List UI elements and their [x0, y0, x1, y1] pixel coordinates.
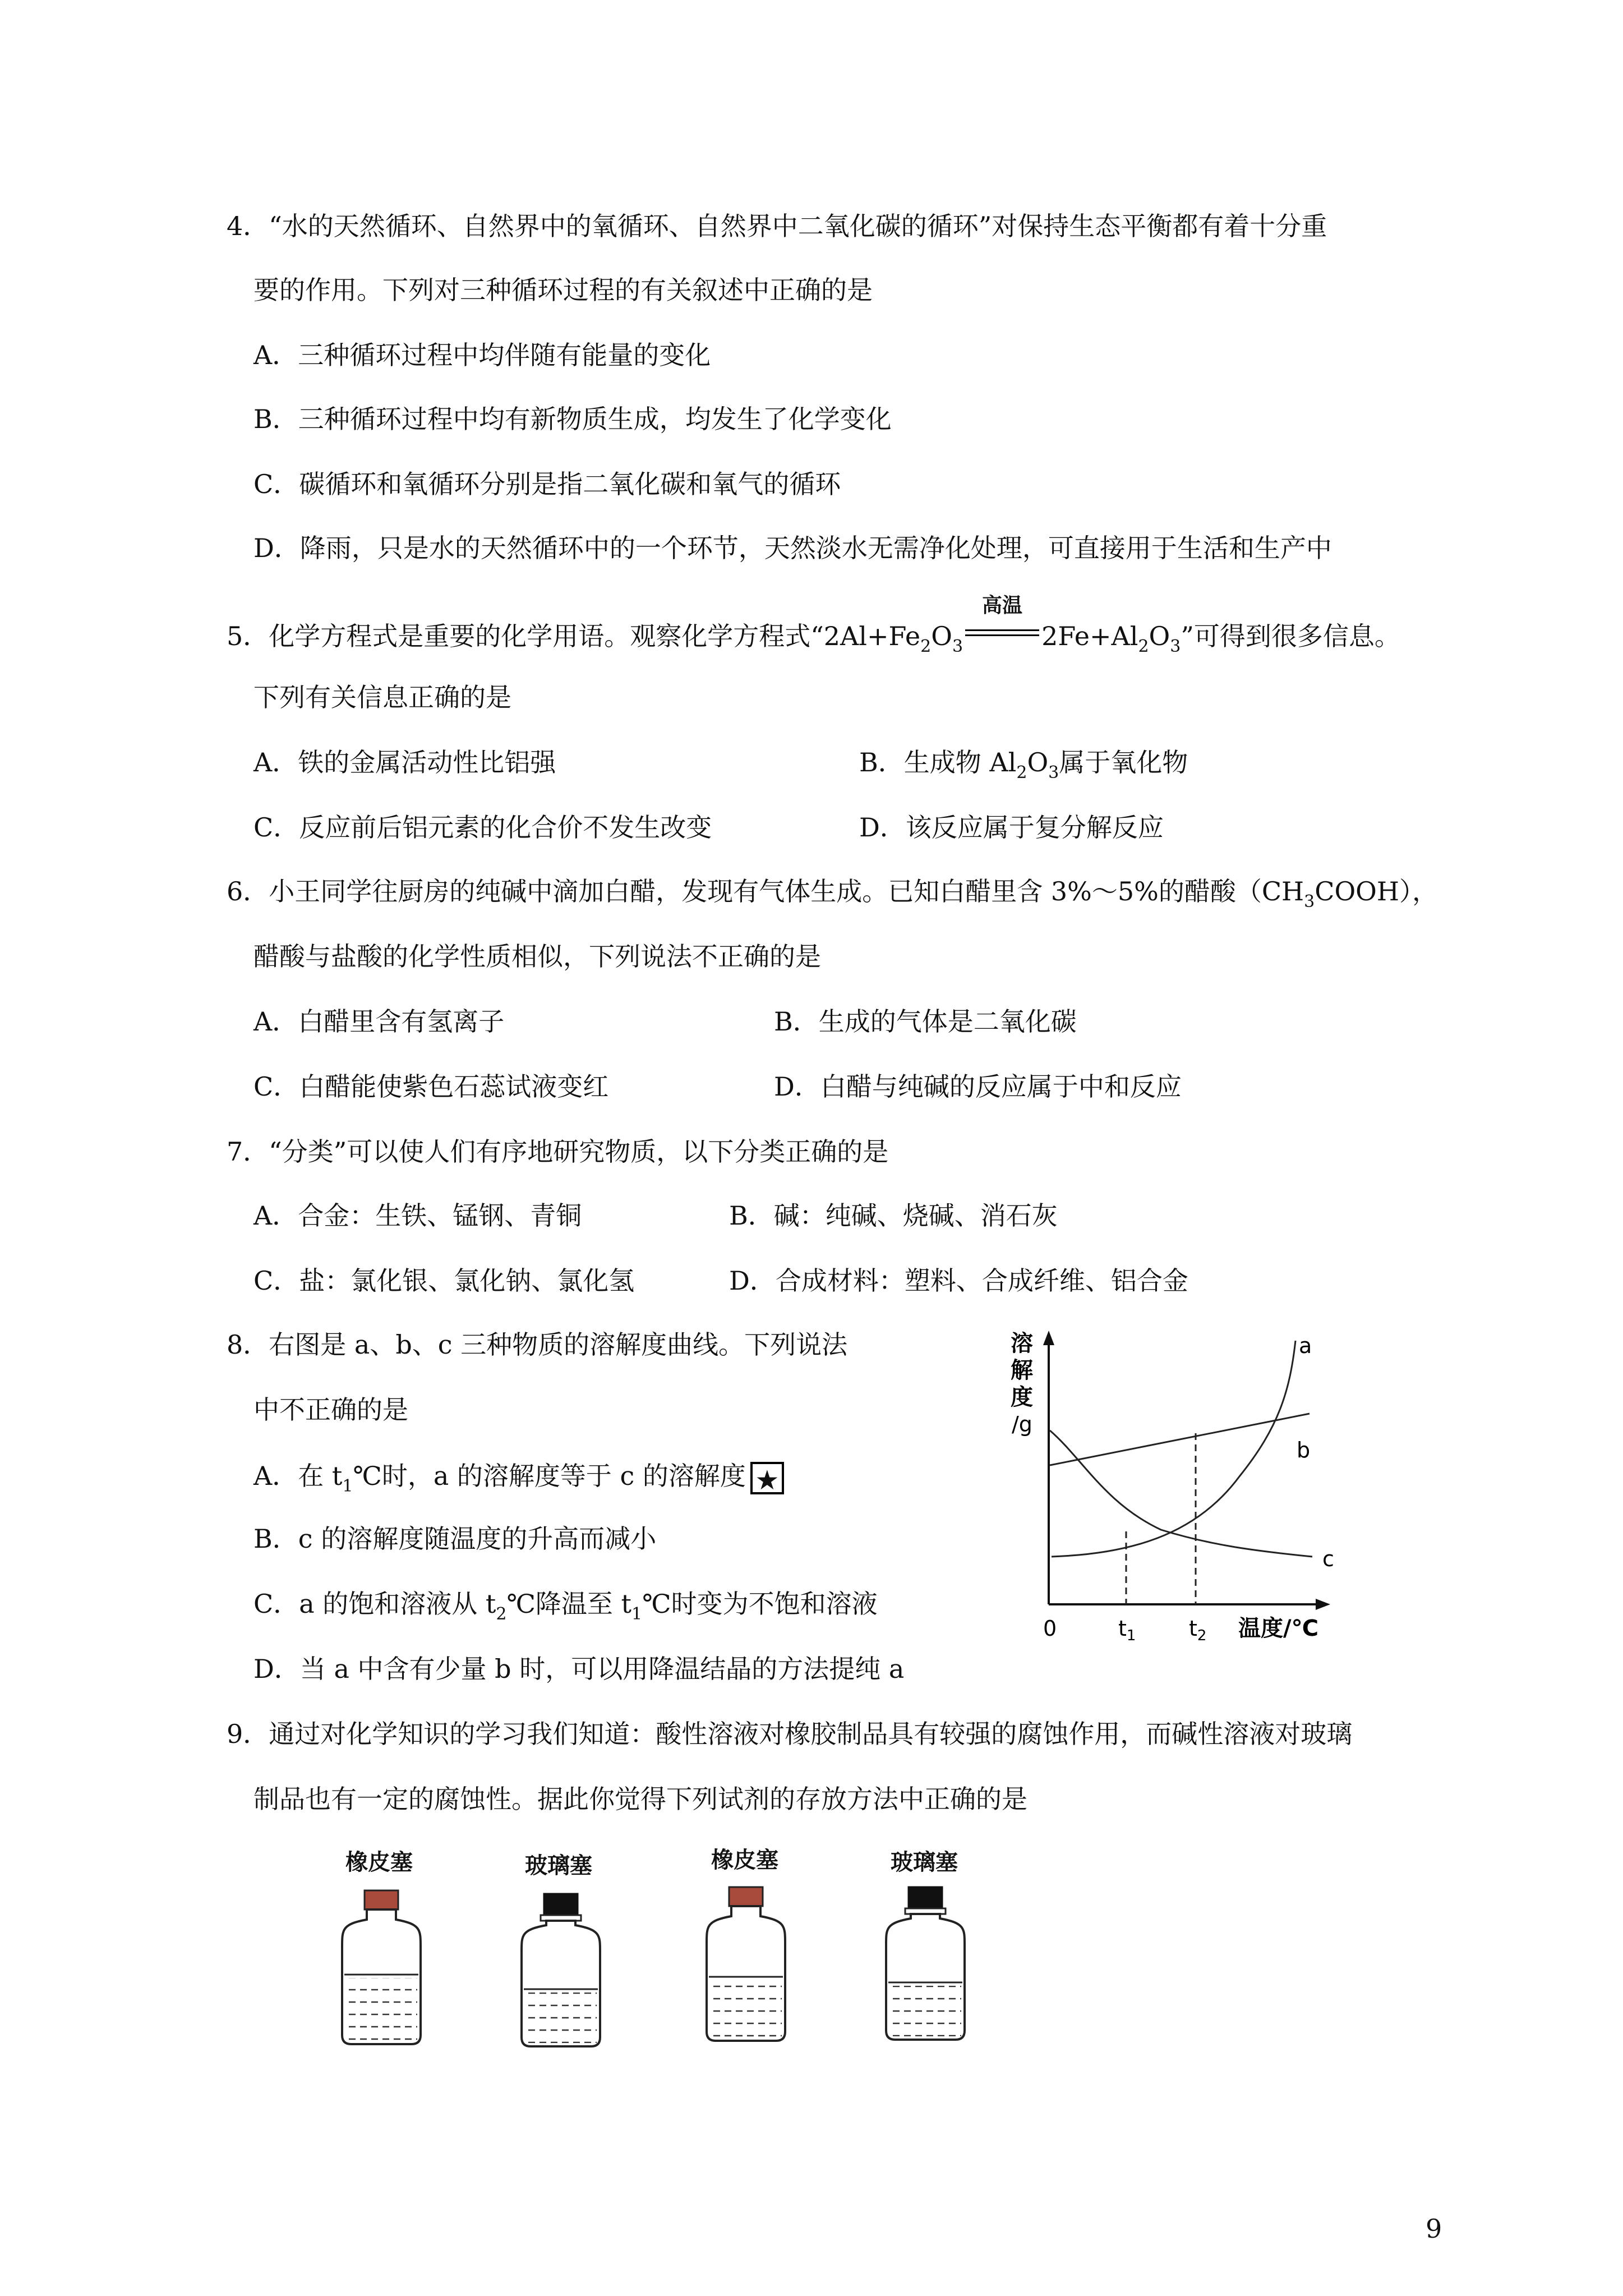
solubility-chart: [987, 1324, 1380, 1649]
q8-c-pre: C．a 的饱和溶液从 t: [253, 1589, 496, 1619]
q5-o2: O: [1149, 621, 1170, 651]
q5-option-c: C．反应前后铝元素的化合价不发生改变: [253, 812, 712, 843]
q7-option-d: D．合成材料：塑料、合成纤维、铝合金: [729, 1266, 1188, 1296]
q7-stem: 7．“分类”可以使人们有序地研究物质，以下分类正确的是: [227, 1137, 889, 1167]
bottle-2-glass-stopper: [522, 1894, 600, 2046]
q4-stem-line1: 4．“水的天然循环、自然界中的氧循环、自然界中二氧化碳的循环”对保持生态平衡都有着十分重: [227, 211, 1327, 241]
page-number: 9: [1426, 2214, 1442, 2244]
series-label-b: b: [1297, 1438, 1311, 1462]
q5-stem-line2: 下列有关信息正确的是: [253, 682, 511, 712]
rubber-stopper-icon: [365, 1890, 398, 1910]
q5-suffix: ”可得到很多信息。: [1181, 621, 1400, 651]
glass-stopper-icon: [909, 1887, 942, 1908]
series-label-a: a: [1299, 1333, 1312, 1358]
ylabel-char-2: 解: [1011, 1358, 1033, 1383]
q5-fe-sub2: 3: [952, 637, 963, 656]
q8-option-b: B．c 的溶解度随温度的升高而减小: [253, 1524, 657, 1554]
q5-b-pre: B．生成物 Al: [859, 747, 1017, 777]
q5-b-sub2: 3: [1048, 763, 1059, 783]
q8-option-d: D．当 a 中含有少量 b 时，可以用降温结晶的方法提纯 a: [253, 1654, 905, 1684]
q4-stem-line2: 要的作用。下列对三种循环过程的有关叙述中正确的是: [253, 275, 873, 305]
curve-c: [1050, 1430, 1312, 1557]
q5-o: O: [931, 621, 952, 651]
q8-c-sub1: 2: [496, 1604, 507, 1624]
q8-a-pre: A．在 t: [253, 1461, 343, 1491]
q4-option-d: D．降雨，只是水的天然循环中的一个环节，天然淡水无需净化处理，可直接用于生活和生产中: [253, 533, 1332, 563]
q6-line1-post: COOH），: [1315, 876, 1438, 907]
t2-label: $t_2$: [1189, 1616, 1207, 1644]
q5-product: 2Fe+Al: [1041, 621, 1138, 651]
q9-stem-line2: 制品也有一定的腐蚀性。据此你觉得下列试剂的存放方法中正确的是: [253, 1784, 1027, 1814]
ylabel-char-3: 度: [1011, 1384, 1033, 1410]
q7-option-a: A．合金：生铁、锰钢、青铜: [253, 1200, 582, 1231]
star-mark-icon: ★: [750, 1462, 784, 1494]
q6-option-b: B．生成的气体是二氧化碳: [774, 1006, 1077, 1037]
rubber-stopper-icon: [729, 1887, 763, 1906]
x-axis-arrow-icon: [1316, 1599, 1330, 1610]
bottle-4-label: 玻璃塞: [891, 1849, 958, 1875]
bottle-1-label: 橡皮塞: [345, 1849, 413, 1875]
q8-option-c: [253, 1589, 878, 1624]
equals-bar-top: [965, 629, 1039, 631]
t1-label: $t_1$: [1118, 1616, 1136, 1644]
q5-al-sub1: 2: [1138, 637, 1149, 656]
q5-option-a: A．铁的金属活动性比铝强: [253, 747, 556, 777]
y-axis-arrow-icon: [1043, 1331, 1054, 1345]
q4-option-a: A．三种循环过程中均伴随有能量的变化: [253, 340, 711, 370]
q6-stem-line1: [227, 876, 1438, 912]
reaction-arrow: [963, 594, 1041, 645]
q8-stem-line1: 8．右图是 a、b、c 三种物质的溶解度曲线。下列说法: [227, 1329, 848, 1360]
liquid: [889, 1986, 961, 2036]
q5-option-b: [859, 747, 1188, 783]
q8-stem-line2: 中不正确的是: [253, 1395, 408, 1425]
liquid: [525, 1993, 597, 2043]
q5-prefix: 5．化学方程式是重要的化学用语。观察化学方程式“2Al+Fe: [227, 621, 921, 651]
liquid: [345, 1978, 417, 2041]
bottle-1-rubber-stopper: [342, 1890, 421, 2044]
liquid: [710, 1980, 782, 2037]
equals-bar-bottom: [965, 634, 1039, 636]
xlabel: 温度/℃: [1238, 1616, 1319, 1641]
q4-option-b: B．三种循环过程中均有新物质生成，均发生了化学变化: [253, 404, 892, 434]
q5-option-d: D．该反应属于复分解反应: [859, 812, 1164, 843]
q5-b-post: 属于氧化物: [1059, 747, 1188, 777]
q8-option-a: [253, 1462, 784, 1494]
bottle-3-label: 橡皮塞: [711, 1847, 778, 1873]
q5-b-o: O: [1027, 747, 1049, 777]
curve-a: [1052, 1341, 1295, 1557]
q4-option-c: C．碳循环和氧循环分别是指二氧化碳和氧气的循环: [253, 469, 841, 499]
q6-stem-line2: 醋酸与盐酸的化学性质相似，下列说法不正确的是: [253, 941, 821, 972]
q8-c-sub2: 1: [631, 1604, 643, 1624]
reagent-bottles: [325, 1885, 998, 2059]
q8-c-mid: ℃降温至 t: [506, 1589, 632, 1619]
glass-stopper-icon: [544, 1894, 578, 1915]
series-label-c: c: [1322, 1547, 1334, 1571]
q8-c-post: ℃时变为不饱和溶液: [642, 1589, 878, 1619]
q8-a-post: ℃时，a 的溶解度等于 c 的溶解度: [353, 1461, 746, 1491]
q6-option-d: D．白醋与纯碱的反应属于中和反应: [774, 1071, 1182, 1102]
reaction-condition: 高温: [982, 594, 1023, 617]
q6-option-a: A．白醋里含有氢离子: [253, 1006, 505, 1037]
q7-option-c: C．盐：氯化银、氯化钠、氯化氢: [253, 1266, 635, 1296]
q5-b-sub1: 2: [1016, 763, 1027, 783]
q5-fe-sub1: 2: [920, 637, 932, 656]
q7-option-b: B．碱：纯碱、烧碱、消石灰: [729, 1200, 1058, 1231]
q6-line1-sub: 3: [1304, 892, 1315, 912]
ylabel-char-4: /g: [1012, 1412, 1032, 1437]
q5-al-sub2: 3: [1170, 637, 1181, 656]
curve-b: [1050, 1414, 1310, 1465]
q6-line1-pre: 6．小王同学往厨房的纯碱中滴加白醋，发现有气体生成。已知白醋里含 3%～5%的醋酸（CH: [227, 876, 1304, 907]
q9-stem-line1: 9．通过对化学知识的学习我们知道：酸性溶液对橡胶制品具有较强的腐蚀作用，而碱性溶液对玻璃: [227, 1719, 1353, 1749]
bottle-2-label: 玻璃塞: [525, 1853, 592, 1879]
origin-label: 0: [1043, 1616, 1057, 1641]
q6-option-c: C．白醋能使紫色石蕊试液变红: [253, 1071, 609, 1102]
bottle-3-rubber-stopper: [707, 1887, 785, 2041]
q8-a-sub: 1: [342, 1476, 353, 1496]
bottle-4-glass-stopper: [886, 1887, 965, 2040]
q5-stem-line1: [227, 594, 1400, 656]
ylabel-char-1: 溶: [1011, 1331, 1033, 1356]
